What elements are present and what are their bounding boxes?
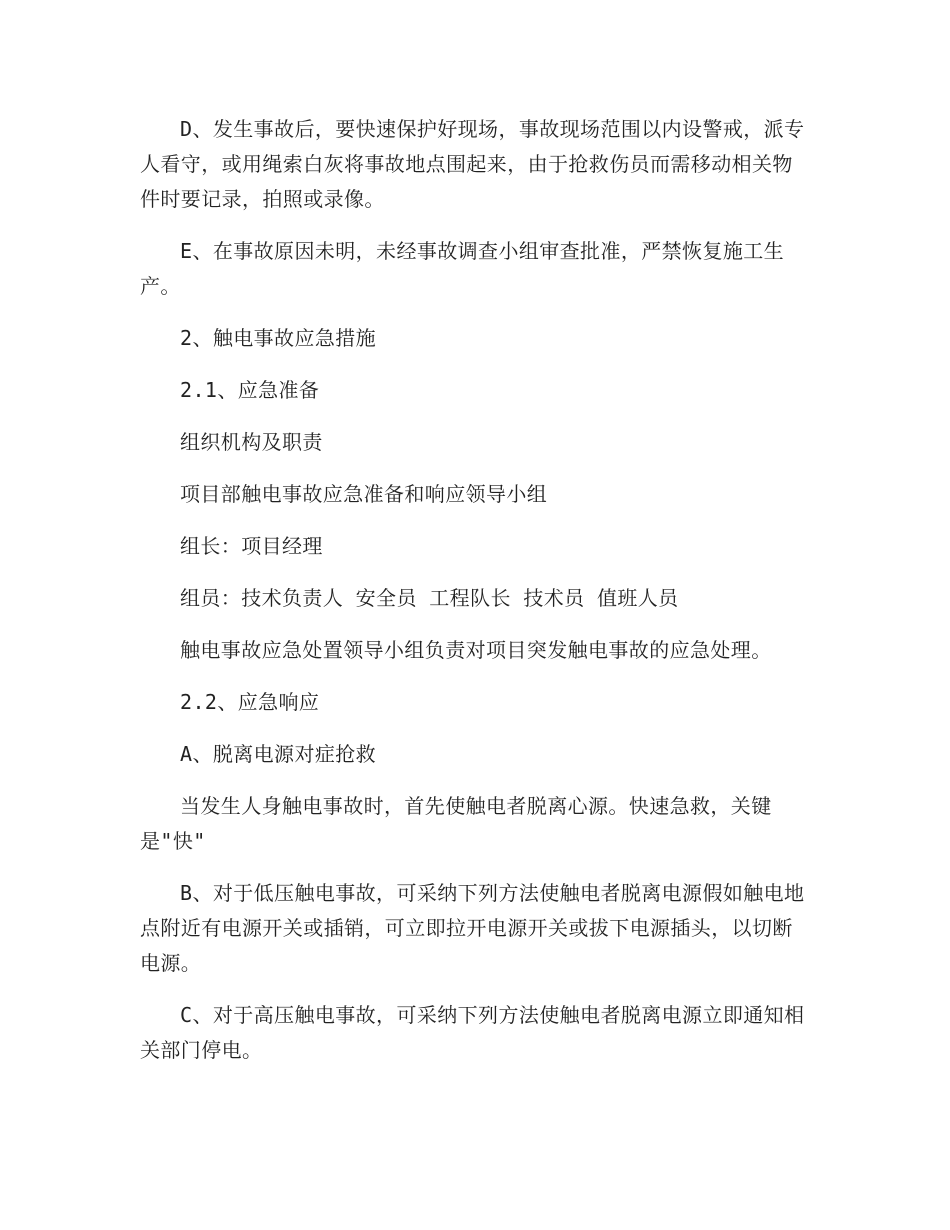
paragraph-group-members: 组员：技术负责人 安全员 工程队长 技术员 值班人员	[180, 586, 679, 610]
paragraph-group-responsibility: 触电事故应急处置领导小组负责对项目突发触电事故的应急处理。	[180, 638, 772, 662]
paragraph-c-high-voltage: C、对于高压触电事故，可采纳下列方法使触电者脱离电源立即通知相关部门停电。	[140, 1003, 805, 1062]
paragraph-b-low-voltage: B、对于低压触电事故，可采纳下列方法使触电者脱离电源假如触电地点附近有电源开关或插销，可立即拉开电源开关或拔下电源插头，以切断电源。	[140, 881, 805, 975]
heading-electric-shock-measures: 2、触电事故应急措施	[180, 326, 377, 350]
paragraph-group-leader: 组长：项目经理	[180, 534, 323, 558]
document-body	[140, 112, 812, 1085]
paragraph-organization: 组织机构及职责	[180, 430, 323, 454]
paragraph-d-protect-scene: D、发生事故后，要快速保护好现场，事故现场范围以内设警戒，派专人看守，或用绳索白灰将事故地点围起来，由于抢救伤员而需移动相关物件时要记录，拍照或录像。	[140, 117, 805, 211]
paragraph-a-disconnect-power: A、脱离电源对症抢救	[180, 742, 377, 766]
heading-emergency-preparation: 2.1、应急准备	[180, 378, 320, 402]
paragraph-leadership-group: 项目部触电事故应急准备和响应领导小组	[180, 482, 548, 506]
paragraph-when-shock-occurs: 当发生人身触电事故时，首先使触电者脱离心源。快速急救，关键是"快"	[140, 794, 772, 853]
heading-emergency-response: 2.2、应急响应	[180, 690, 320, 714]
paragraph-e-no-resume: E、在事故原因未明，未经事故调查小组审查批准，严禁恢复施工生产。	[140, 239, 785, 298]
